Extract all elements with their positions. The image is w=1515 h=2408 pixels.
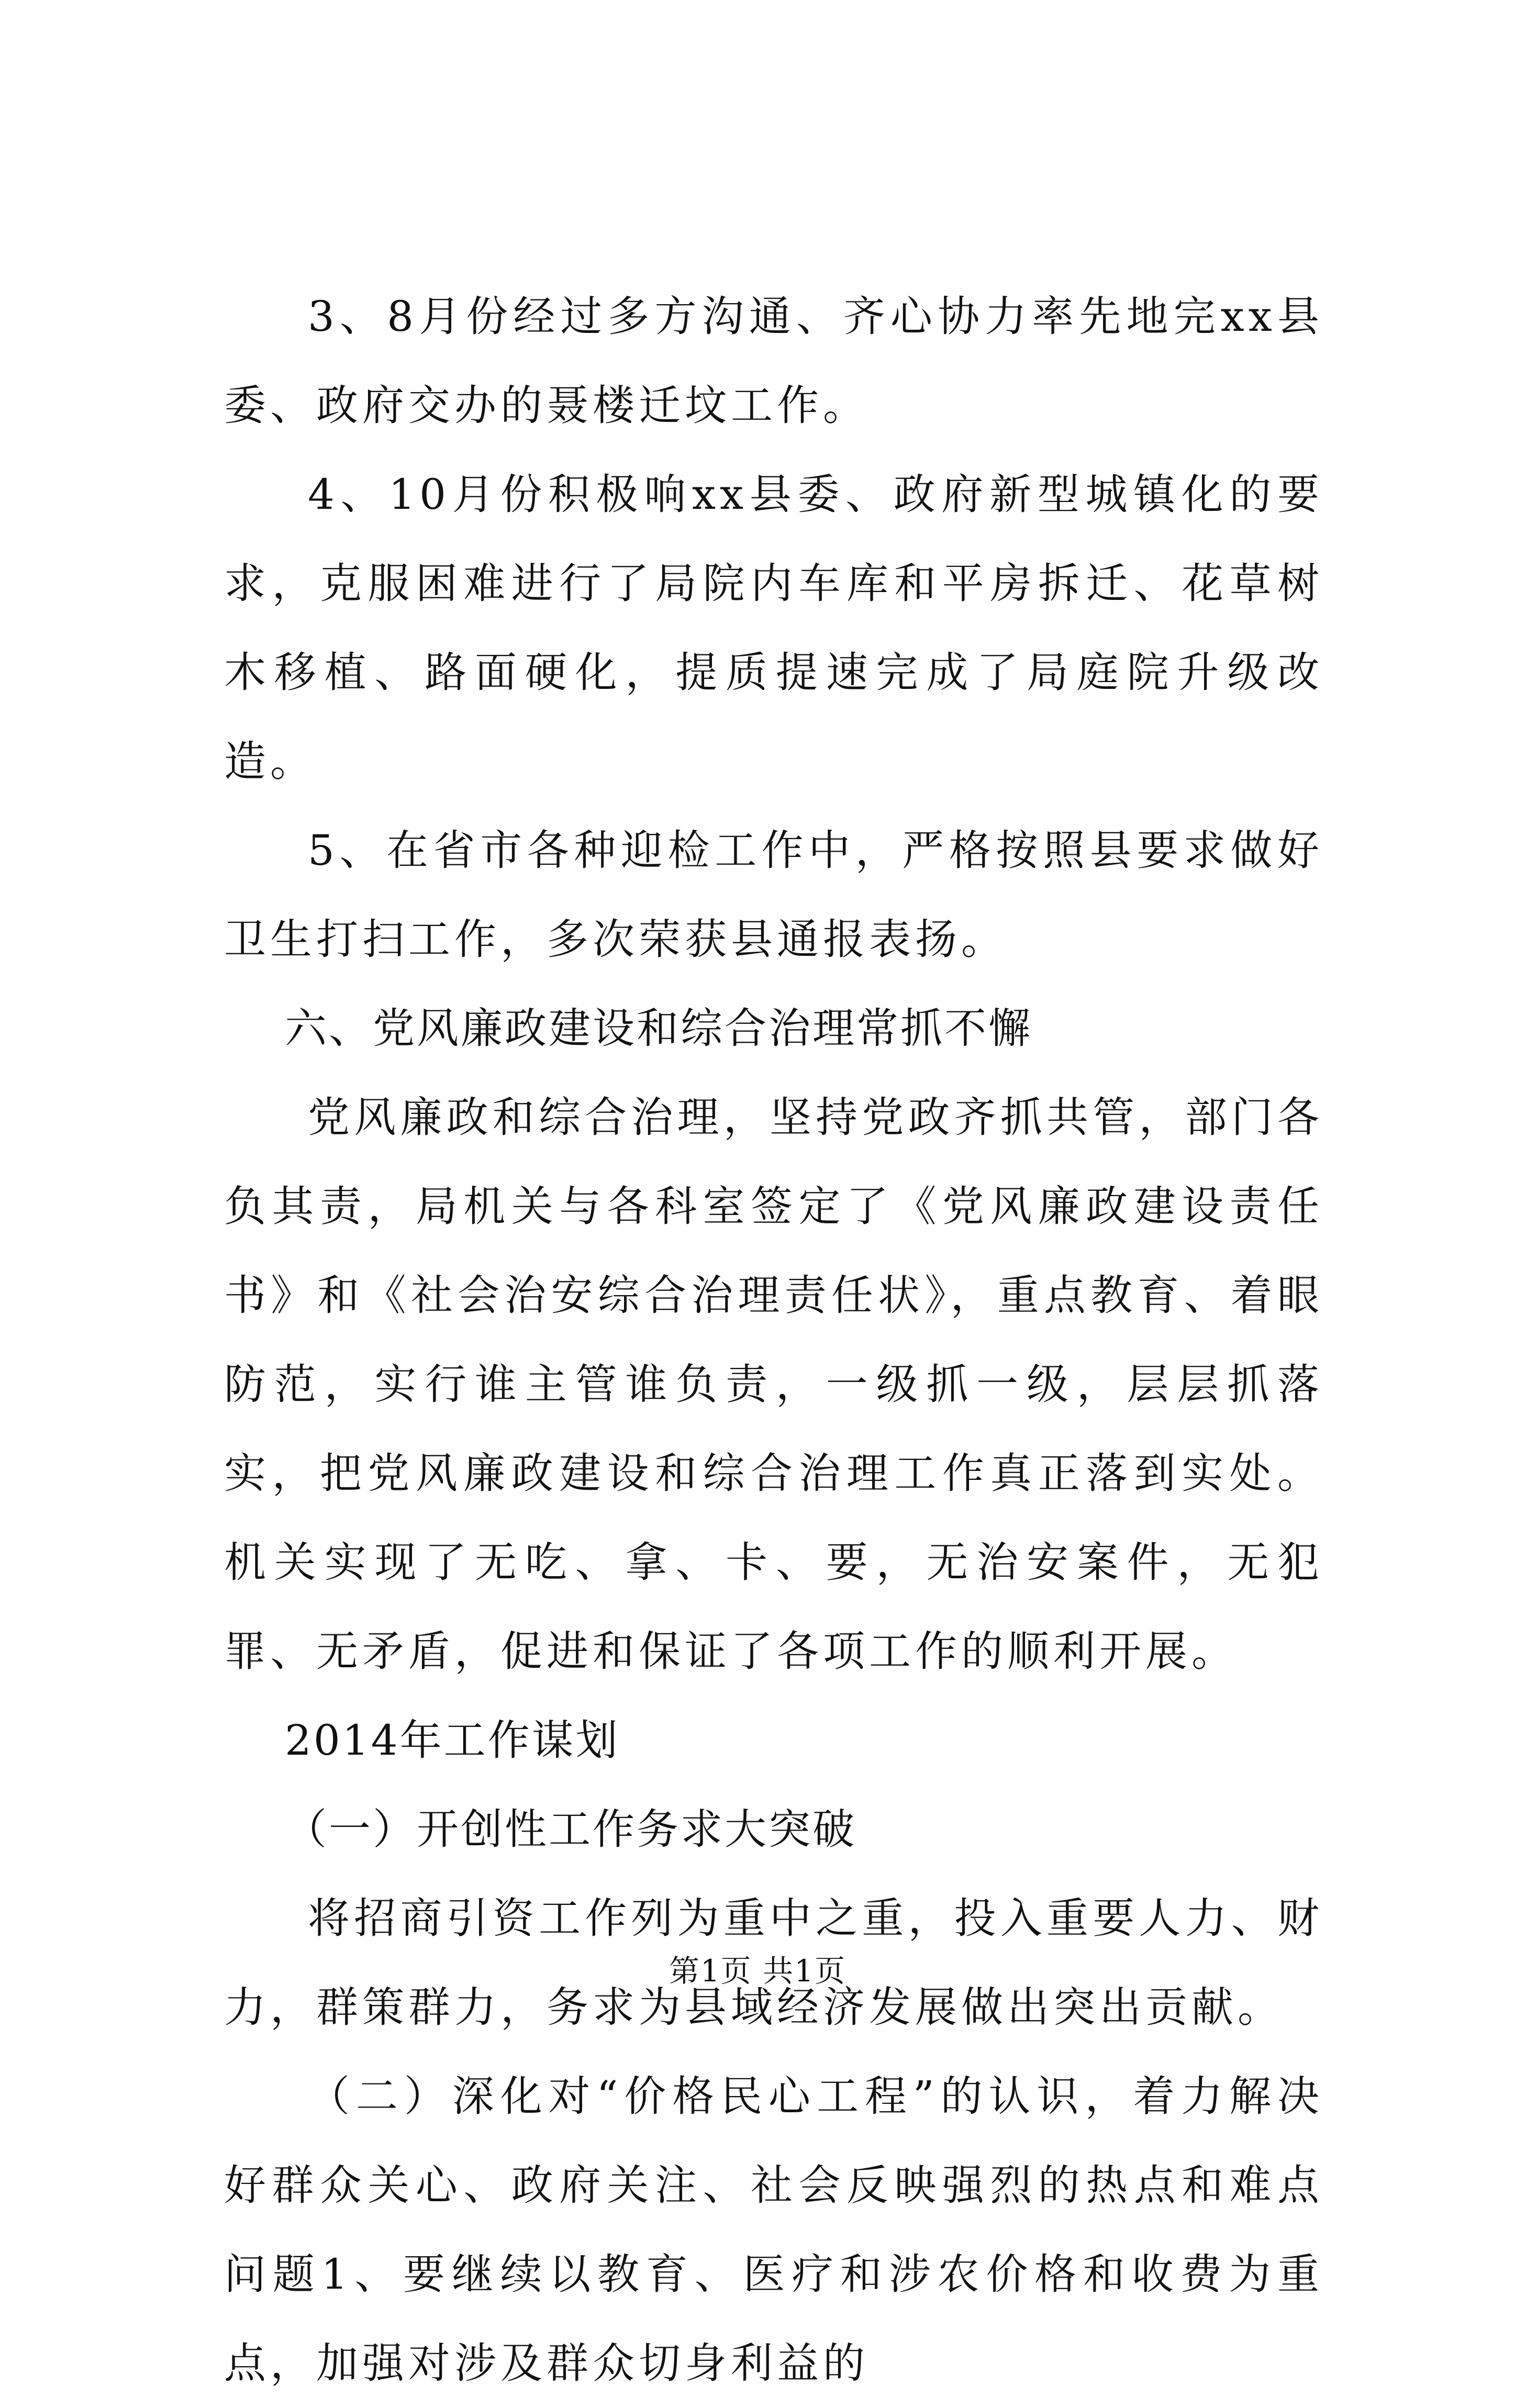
- paragraph-price-project: （二）深化对“价格民心工程”的认识，着力解决好群众关心、政府关注、社会反映强烈的热点和难点问题1、要继续以教育、医疗和涉农价格和收费为重点，加强对涉及群众切身利益的: [224, 2072, 1323, 2388]
- paragraph-investment: 将招商引资工作列为重中之重，投入重要人力、财力，群策群力，务求为县域经济发展做出突出贡献。: [224, 1894, 1323, 2032]
- document-body: [224, 272, 1323, 2408]
- paragraph-party-conduct: 党风廉政和综合治理，坚持党政齐抓共管，部门各负其责，局机关与各科室签定了《党风廉政建设责任书》和《社会治安综合治理责任状》，重点教育、着眼防范，实行谁主管谁负责，一级抓一级，层层抓落实，把党风廉政建设和综合治理工作真正落到实处。机关实现了无吃、拿、卡、要，无治安案件，无犯罪、无矛盾，促进和保证了各项工作的顺利开展。: [224, 1093, 1323, 1676]
- paragraph-item-5: 5、在省市各种迎检工作中，严格按照县要求做好卫生打扫工作，多次荣获县通报表扬。: [224, 826, 1323, 964]
- subheading-one: （一）开创性工作务求大突破: [285, 1805, 856, 1854]
- page-footer: 第1页 共1页: [669, 1953, 846, 1989]
- paragraph-item-3: 3、8月份经过多方沟通、齐心协力率先地完xx县委、政府交办的聂楼迁坟工作。: [224, 292, 1323, 430]
- section-heading-six: 六、党风廉政建设和综合治理常抓不懈: [285, 1004, 1032, 1053]
- paragraph-item-4: 4、10月份积极响xx县委、政府新型城镇化的要求，克服困难进行了局院内车库和平房拆迁、花草树木移植、路面硬化，提质提速完成了局庭院升级改造。: [224, 470, 1323, 786]
- section-heading-2014-plan: 2014年工作谋划: [285, 1716, 620, 1765]
